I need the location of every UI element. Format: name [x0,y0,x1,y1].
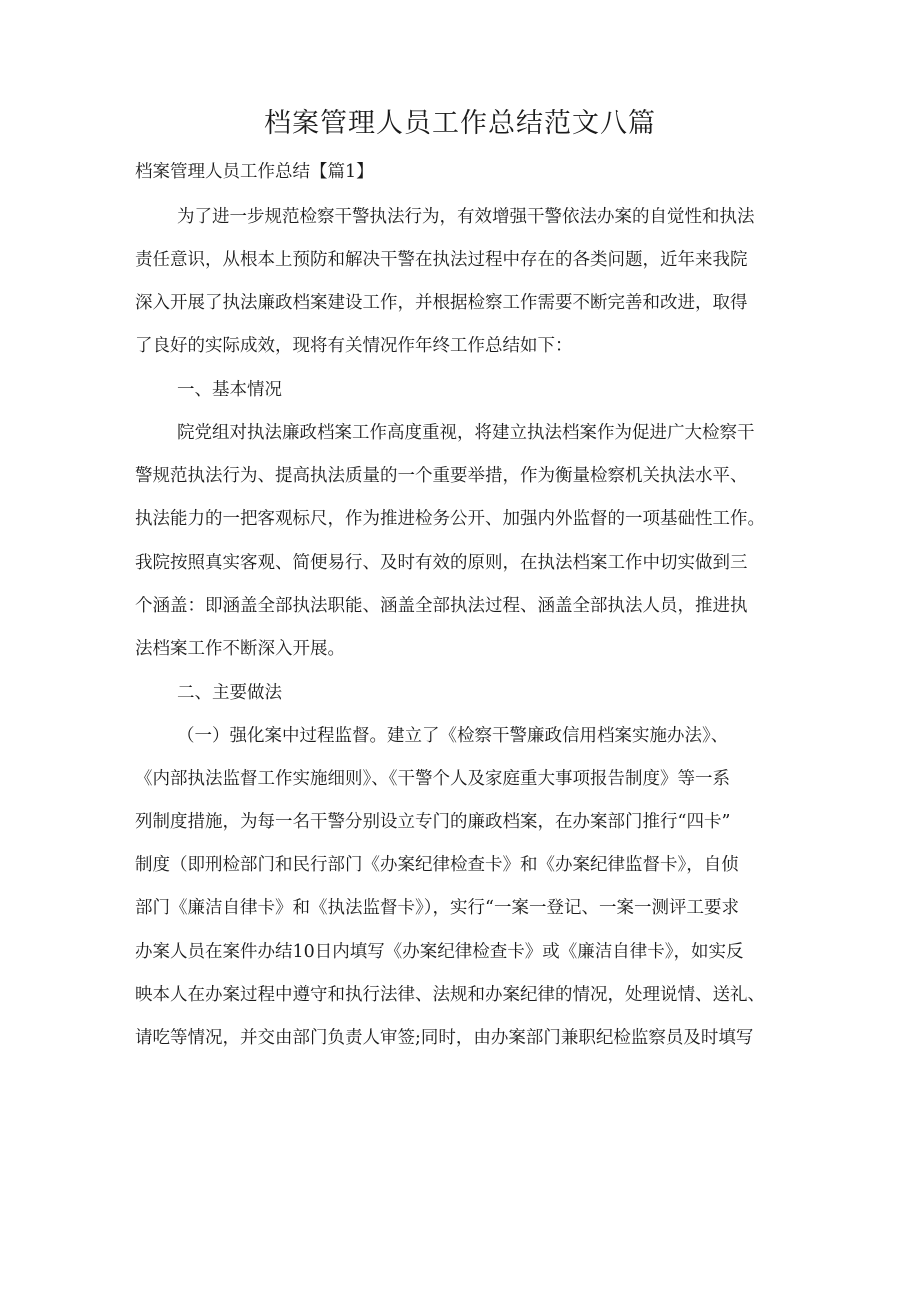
paragraph-line: 办案人员在案件办结10日内填写《办案纪律检查卡》或《廉洁自律卡》，如实反 [135,942,744,962]
paragraph-line: 《内部执法监督工作实施细则》、《干警个人及家庭重大事项报告制度》等一系 [135,769,730,789]
paragraph-line: 了良好的实际成效，现将有关情况作年终工作总结如下： [135,336,573,356]
paragraph-line: 个涵盖：即涵盖全部执法职能、涵盖全部执法过程、涵盖全部执法人员，推进执 [135,596,748,616]
paragraph-line: 深入开展了执法廉政档案建设工作，并根据检察工作需要不断完善和改进，取得 [135,293,748,313]
document-title: 档案管理人员工作总结范文八篇 [264,108,656,139]
paragraph-line: 制度（即刑检部门和民行部门《办案纪律检查卡》和《办案纪律监督卡》，自侦 [135,855,739,875]
paragraph-line: 为了进一步规范检察干警执法行为，有效增强干警依法办案的自觉性和执法 [177,207,755,227]
paragraph-line: 责任意识，从根本上预防和解决干警在执法过程中存在的各类问题，近年来我院 [135,250,748,270]
paragraph-line: 法档案工作不断深入开展。 [135,639,345,659]
paragraph-line: 列制度措施，为每一名干警分别设立专门的廉政档案，在办案部门推行“四卡” [135,812,731,832]
paragraph-line: 映本人在办案过程中遵守和执行法律、法规和办案纪律的情况，处理说情、送礼、 [135,985,765,1005]
paragraph-line: （一）强化案中过程监督。建立了《检察干警廉政信用档案实施办法》、 [177,726,729,746]
section-heading-practices: 二、主要做法 [177,683,282,703]
paragraph-line: 院党组对执法廉政档案工作高度重视，将建立执法档案作为促进广大检察干 [177,423,755,443]
section-heading: 档案管理人员工作总结【篇1】 [135,162,374,182]
paragraph-line: 请吃等情况，并交由部门负责人审签;同时，由办案部门兼职纪检监察员及时填写 [135,1028,754,1048]
paragraph-line: 部门《廉洁自律卡》和《执法监督卡》），实行“一案一登记、一案一测评工要求 [135,898,739,918]
paragraph-line: 我院按照真实客观、简便易行、及时有效的原则，在执法档案工作中切实做到三 [135,553,748,573]
paragraph-line: 执法能力的一把客观标尺，作为推进检务公开、加强内外监督的一项基础性工作。 [135,509,765,529]
paragraph-line: 警规范执法行为、提高执法质量的一个重要举措，作为衡量检察机关执法水平、 [135,466,748,486]
section-heading-basic: 一、基本情况 [177,380,282,400]
